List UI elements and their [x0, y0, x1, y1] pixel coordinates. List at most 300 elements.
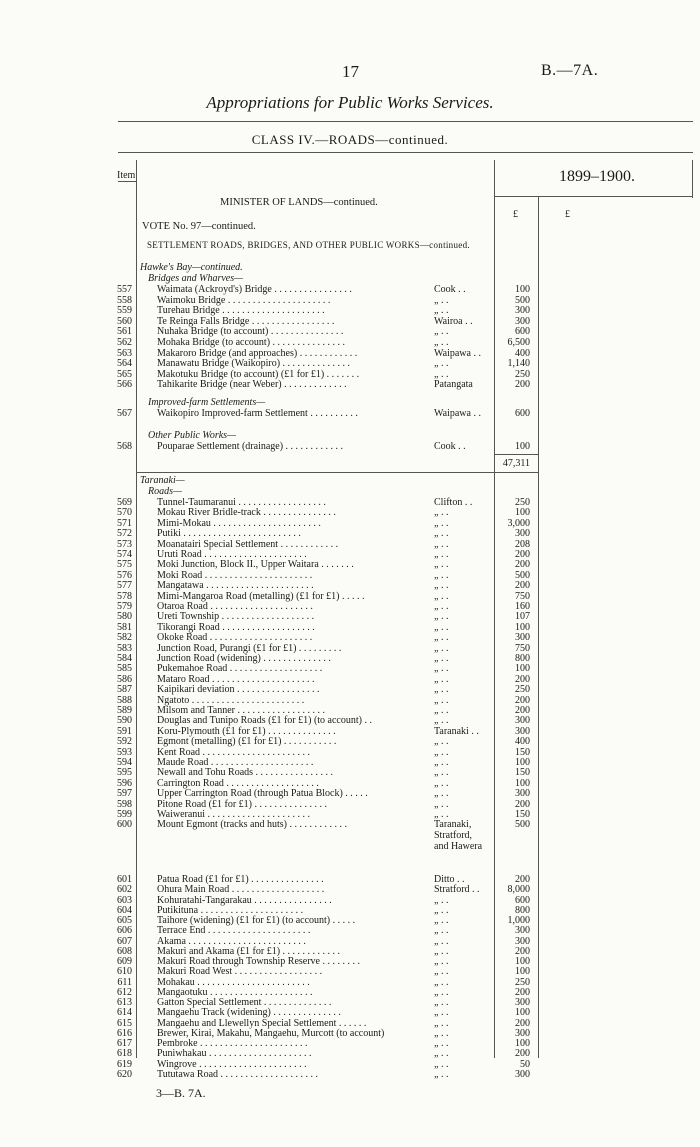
item-description: Kohuratahi-Tangarakau . . . . . . . . . . . . . . . . [157, 894, 332, 906]
item-number: 597 [117, 788, 132, 800]
item-description: Carrington Road . . . . . . . . . . . . . . . . . . . [157, 777, 319, 789]
item-number: 565 [117, 368, 132, 380]
item-number: 598 [117, 798, 132, 810]
table-row [0, 337, 700, 348]
table-row [0, 559, 700, 570]
table-row [0, 497, 700, 508]
item-number: 612 [117, 986, 132, 998]
item-description: Milsom and Tanner . . . . . . . . . . . . . . . . . . [157, 705, 325, 716]
item-location: „ . . [434, 326, 449, 338]
table-row [0, 379, 700, 390]
item-amount: 500 [515, 819, 530, 831]
item-description: Tututawa Road . . . . . . . . . . . . . . . . . . . . [157, 1068, 319, 1080]
item-location: „ . . [434, 528, 449, 540]
item-amount: 300 [515, 632, 530, 644]
table-row [0, 632, 700, 643]
table-row [0, 757, 700, 768]
table-row [0, 778, 700, 789]
item-number: 580 [117, 611, 132, 623]
item-location: Taranaki, [434, 819, 472, 831]
table-row [0, 348, 700, 359]
item-amount: 150 [515, 767, 530, 779]
item-amount: 300 [515, 925, 530, 937]
item-description: Pitone Road (£1 for £1) . . . . . . . . . . . . . . . [157, 798, 327, 810]
table-row [0, 611, 700, 622]
table-row [0, 358, 700, 369]
item-location: „ . . [434, 1068, 449, 1080]
item-location: Clifton . . [434, 497, 473, 508]
item-number: 561 [117, 326, 132, 338]
item-number: 618 [117, 1048, 132, 1060]
item-amount: 250 [515, 368, 530, 380]
item-description: Tikorangi Road . . . . . . . . . . . . . . . . . . . [157, 621, 315, 633]
item-description: Moki Road . . . . . . . . . . . . . . . . . . . . . . [157, 569, 313, 581]
item-amount: 1,000 [507, 915, 530, 926]
item-amount: 100 [515, 507, 530, 519]
item-description: Mohakau . . . . . . . . . . . . . . . . . . . . . . . [157, 976, 310, 988]
item-amount: 500 [515, 294, 530, 306]
table-row [0, 684, 700, 695]
item-location: „ . . [434, 601, 449, 612]
item-amount: 750 [515, 642, 530, 654]
page-footer-signature: 3—B. 7A. [156, 1086, 206, 1100]
item-description: Koru-Plymouth (£1 for £1) . . . . . . . . . . . . . . [157, 725, 336, 737]
table-row [0, 369, 700, 380]
item-amount: 8,000 [507, 884, 530, 896]
item-description: Tunnel-Taumaranui . . . . . . . . . . . . . . . . . . [157, 497, 326, 508]
item-number: 563 [117, 347, 132, 359]
item-amount: 300 [515, 1027, 530, 1039]
item-number: 579 [117, 601, 132, 612]
item-amount: 300 [515, 997, 530, 1008]
item-amount: 300 [515, 935, 530, 947]
table-row [0, 799, 700, 810]
item-amount: 1,140 [507, 358, 530, 370]
pound-unit-1: £ [513, 209, 518, 220]
item-description: Patua Road (£1 for £1) . . . . . . . . . . . . . . . [157, 874, 324, 885]
table-row [0, 284, 700, 295]
item-description: Ngatoto . . . . . . . . . . . . . . . . . . . . . . . [157, 694, 305, 706]
item-description: Waimoku Bridge . . . . . . . . . . . . . . . . . . . . . [157, 294, 331, 306]
item-amount: 200 [515, 1048, 530, 1060]
item-location: „ . . [434, 945, 449, 957]
item-amount: 100 [515, 284, 530, 295]
item-number: 602 [117, 884, 132, 896]
mount-egmont-location-cont-2: and Hawera [434, 841, 483, 852]
item-number: 586 [117, 673, 132, 685]
item-description: Uruti Road . . . . . . . . . . . . . . . . . . . . . [157, 549, 307, 560]
item-number: 581 [117, 621, 132, 633]
table-row [0, 580, 700, 591]
item-amount: 3,000 [507, 517, 530, 529]
item-location: „ . . [434, 788, 449, 800]
item-amount: 300 [515, 528, 530, 540]
item-description: Pembroke . . . . . . . . . . . . . . . . . . . . . . [157, 1038, 308, 1049]
item-amount: 600 [515, 326, 530, 338]
region-heading-taranaki: Taranaki— [140, 475, 185, 486]
item-location: „ . . [434, 684, 449, 696]
item-number: 589 [117, 705, 132, 716]
item-number: 613 [117, 997, 132, 1008]
document-reference: B.—7A. [541, 62, 599, 79]
item-description: Douglas and Tunipo Roads (£1 for £1) (to account) . . [157, 715, 372, 727]
item-description: Mangaehu Track (widening) . . . . . . . . . . . . . . [157, 1007, 341, 1019]
class-rule [118, 152, 693, 153]
item-amount: 100 [515, 966, 530, 978]
item-description: Egmont (metalling) (£1 for £1) . . . . . . . . . . . [157, 736, 337, 748]
table-row [0, 643, 700, 654]
item-number: 576 [117, 569, 132, 581]
page-title: Appropriations for Public Works Services. [206, 93, 494, 112]
item-amount: 200 [515, 694, 530, 706]
item-description: Pukemahoe Road . . . . . . . . . . . . . . . . . . . [157, 663, 323, 675]
item-description: Moki Junction, Block II., Upper Waitara . . . . . . . [157, 559, 354, 571]
item-location: Patangata [434, 379, 473, 391]
item-number: 571 [117, 517, 132, 529]
table-row [0, 715, 700, 726]
item-amount: 100 [515, 1038, 530, 1049]
item-description: Manawatu Bridge (Waikopiro) . . . . . . . . . . . . . . [157, 358, 351, 370]
item-number: 593 [117, 746, 132, 758]
item-amount: 50 [520, 1058, 530, 1070]
item-amount: 6,500 [507, 337, 530, 348]
item-description: Maude Road . . . . . . . . . . . . . . . . . . . . . [157, 757, 314, 768]
table-row [0, 736, 700, 747]
item-description: Mohaka Bridge (to account) . . . . . . . . . . . . . . . [157, 337, 346, 348]
item-header-rule [118, 181, 136, 182]
item-description: Pouparae Settlement (drainage) . . . . . . . . . . . . [157, 441, 344, 452]
item-number: 620 [117, 1068, 132, 1080]
item-amount: 800 [515, 904, 530, 916]
item-amount: 160 [515, 601, 530, 612]
item-amount: 300 [515, 788, 530, 800]
vote-heading: VOTE No. 97—continued. [142, 221, 256, 232]
item-location: „ . . [434, 777, 449, 789]
item-location: Wairoa . . [434, 315, 473, 327]
item-number: 574 [117, 549, 132, 560]
item-location: „ . . [434, 653, 449, 664]
item-number: 557 [117, 284, 132, 295]
item-amount: 400 [515, 736, 530, 748]
table-row [0, 747, 700, 758]
item-number: 619 [117, 1058, 132, 1070]
item-number: 587 [117, 684, 132, 696]
item-location: „ . . [434, 1058, 449, 1070]
item-amount: 100 [515, 441, 530, 452]
item-number: 573 [117, 538, 132, 550]
item-location: „ . . [434, 809, 449, 820]
item-description: Ohura Main Road . . . . . . . . . . . . . . . . . . . [157, 884, 325, 896]
item-amount: 300 [515, 305, 530, 317]
item-location: „ . . [434, 611, 449, 623]
item-number: 588 [117, 694, 132, 706]
item-location: „ . . [434, 507, 449, 519]
minister-heading: MINISTER OF LANDS—continued. [220, 197, 378, 208]
item-number: 608 [117, 945, 132, 957]
year-column-right-rule [692, 160, 693, 198]
item-amount: 150 [515, 746, 530, 758]
subheading-improved-farm: Improved-farm Settlements— [148, 397, 266, 408]
item-amount: 200 [515, 379, 530, 391]
item-number: 617 [117, 1038, 132, 1049]
item-location: „ . . [434, 517, 449, 529]
item-amount: 100 [515, 757, 530, 768]
item-amount: 200 [515, 945, 530, 957]
item-location: „ . . [434, 1007, 449, 1019]
item-number: 570 [117, 507, 132, 519]
item-location: Stratford . . [434, 884, 480, 896]
item-description: Mimi-Mangaroa Road (metalling) (£1 for £1) . . . . . [157, 590, 365, 602]
item-location: „ . . [434, 757, 449, 768]
item-location: „ . . [434, 705, 449, 716]
item-description: Okoke Road . . . . . . . . . . . . . . . . . . . . . [157, 632, 313, 644]
item-number: 585 [117, 663, 132, 675]
item-number: 592 [117, 736, 132, 748]
table-row [0, 653, 700, 664]
item-number: 582 [117, 632, 132, 644]
item-description: Kaipikari deviation . . . . . . . . . . . . . . . . . [157, 684, 320, 696]
item-description: Terrace End . . . . . . . . . . . . . . . . . . . . . [157, 925, 311, 937]
item-number: 559 [117, 305, 132, 317]
fiscal-year-header: 1899–1900. [559, 168, 635, 185]
item-description: Junction Road, Purangi (£1 for £1) . . . . . . . . . [157, 642, 342, 654]
item-location: „ . . [434, 368, 449, 380]
item-number: 596 [117, 777, 132, 789]
item-location: „ . . [434, 294, 449, 306]
item-location: „ . . [434, 632, 449, 644]
table-row [0, 809, 700, 820]
item-amount: 100 [515, 1007, 530, 1019]
item-number: 584 [117, 653, 132, 664]
item-amount: 250 [515, 497, 530, 508]
hawkes-bay-total: 47,311 [502, 458, 530, 469]
table-row [0, 788, 700, 799]
item-location: „ . . [434, 986, 449, 998]
page-number: 17 [342, 62, 359, 81]
item-location: „ . . [434, 580, 449, 592]
item-description: Gatton Special Settlement . . . . . . . . . . . . . . [157, 997, 332, 1008]
item-description: Makuri and Akama (£1 for £1) . . . . . . . . . . . . [157, 945, 341, 957]
table-row [0, 767, 700, 778]
item-location: „ . . [434, 997, 449, 1008]
item-description: Makaroro Bridge (and approaches) . . . . . . . . . . . . [157, 347, 358, 359]
item-amount: 100 [515, 956, 530, 967]
table-row [0, 663, 700, 674]
item-location: „ . . [434, 305, 449, 317]
item-description: Moanatairi Special Settlement . . . . . . . . . . . . [157, 538, 339, 550]
item-amount: 400 [515, 347, 530, 359]
item-amount: 600 [515, 408, 530, 419]
subheading-other-works: Other Public Works— [148, 430, 236, 441]
table-row [0, 507, 700, 518]
item-location: „ . . [434, 358, 449, 370]
item-description: Waimata (Ackroyd's) Bridge . . . . . . . . . . . . . . . . [157, 284, 352, 295]
item-amount: 200 [515, 549, 530, 560]
table-row [0, 674, 700, 685]
item-location: „ . . [434, 549, 449, 560]
item-location: „ . . [434, 746, 449, 758]
table-row [0, 326, 700, 337]
item-location: „ . . [434, 337, 449, 348]
subheading-bridges: Bridges and Wharves— [148, 273, 243, 284]
item-number: 575 [117, 559, 132, 571]
table-row [0, 316, 700, 327]
item-amount: 100 [515, 663, 530, 675]
table-row [0, 518, 700, 529]
item-amount: 100 [515, 777, 530, 789]
item-location: „ . . [434, 956, 449, 967]
item-description: Mataro Road . . . . . . . . . . . . . . . . . . . . . [157, 673, 315, 685]
item-location: „ . . [434, 935, 449, 947]
item-description: Kent Road . . . . . . . . . . . . . . . . . . . . . . [157, 746, 311, 758]
item-amount: 250 [515, 684, 530, 696]
table-row [0, 295, 700, 306]
item-description: Upper Carrington Road (through Patua Block) . . . . . [157, 788, 368, 800]
item-number: 577 [117, 580, 132, 592]
item-amount: 300 [515, 1068, 530, 1080]
item-location: „ . . [434, 1048, 449, 1060]
item-number: 616 [117, 1027, 132, 1039]
item-number: 615 [117, 1017, 132, 1029]
item-location: „ . . [434, 1027, 449, 1039]
item-description: Mangatawa . . . . . . . . . . . . . . . . . . . . . . [157, 580, 314, 592]
item-description: Wingrove . . . . . . . . . . . . . . . . . . . . . . [157, 1058, 307, 1070]
item-number: 567 [117, 408, 132, 419]
item-location: „ . . [434, 1038, 449, 1049]
item-location: „ . . [434, 715, 449, 727]
item-description: Mount Egmont (tracks and huts) . . . . . . . . . . . . [157, 819, 347, 831]
item-location: „ . . [434, 976, 449, 988]
item-description: Makotuku Bridge (to account) (£1 for £1) . . . . . . . [157, 368, 360, 380]
item-location: „ . . [434, 904, 449, 916]
subheading-roads: Roads— [148, 486, 182, 497]
item-number: 562 [117, 337, 132, 348]
item-location: „ . . [434, 538, 449, 550]
table-row [0, 549, 700, 560]
item-location: Ditto . . [434, 874, 465, 885]
item-description: Akama . . . . . . . . . . . . . . . . . . . . . . . . [157, 935, 306, 947]
item-number: 600 [117, 819, 132, 831]
item-amount: 200 [515, 559, 530, 571]
item-description: Tahikarite Bridge (near Weber) . . . . . . . . . . . . . [157, 379, 347, 391]
item-description: Te Reinga Falls Bridge . . . . . . . . . . . . . . . . . [157, 315, 335, 327]
item-description: Newall and Tohu Roads . . . . . . . . . . . . . . . . [157, 767, 334, 779]
item-amount: 200 [515, 580, 530, 592]
item-description: Otaroa Road . . . . . . . . . . . . . . . . . . . . . [157, 601, 313, 612]
item-number: 564 [117, 358, 132, 370]
item-number: 606 [117, 925, 132, 937]
item-amount: 200 [515, 874, 530, 885]
item-number: 591 [117, 725, 132, 737]
item-number: 594 [117, 757, 132, 768]
item-location: „ . . [434, 767, 449, 779]
item-number: 572 [117, 528, 132, 540]
item-description: Nuhaka Bridge (to account) . . . . . . . . . . . . . . . [157, 326, 344, 338]
class-heading: CLASS IV.—ROADS—continued. [251, 132, 449, 147]
item-location: „ . . [434, 798, 449, 810]
item-amount: 300 [515, 715, 530, 727]
item-description: Makuri Road West . . . . . . . . . . . . . . . . . . [157, 966, 323, 978]
table-row [0, 441, 700, 452]
item-number: 604 [117, 904, 132, 916]
item-description: Makuri Road through Township Reserve . . . . . . . . [157, 956, 360, 967]
item-number: 595 [117, 767, 132, 779]
item-amount: 150 [515, 809, 530, 820]
item-location: „ . . [434, 569, 449, 581]
item-amount: 208 [515, 538, 530, 550]
subtotal-rule-bottom [494, 472, 538, 473]
item-description: Turehau Bridge . . . . . . . . . . . . . . . . . . . . . [157, 305, 325, 317]
item-amount: 200 [515, 673, 530, 685]
table-row [0, 819, 700, 830]
item-description: Mokau River Bridle-track . . . . . . . . . . . . . . . [157, 507, 336, 519]
item-amount: 800 [515, 653, 530, 664]
item-amount: 200 [515, 705, 530, 716]
header-rule [118, 121, 693, 122]
item-location: Cook . . [434, 441, 466, 452]
item-location: „ . . [434, 559, 449, 571]
item-location: Waipawa . . [434, 408, 481, 419]
item-description: Putiki . . . . . . . . . . . . . . . . . . . . . . . . [157, 528, 301, 540]
item-number: 607 [117, 935, 132, 947]
item-location: „ . . [434, 663, 449, 675]
item-location: „ . . [434, 590, 449, 602]
region-heading-hawkes-bay: Hawke's Bay—continued. [140, 262, 243, 273]
item-number: 568 [117, 441, 132, 452]
table-row [0, 305, 700, 316]
item-amount: 600 [515, 894, 530, 906]
item-location: „ . . [434, 1017, 449, 1029]
item-number: 566 [117, 379, 132, 391]
item-description: Waikopiro Improved-farm Settlement . . . . . . . . . . [157, 408, 358, 419]
item-location: „ . . [434, 966, 449, 978]
table-row [0, 408, 700, 419]
item-number: 614 [117, 1007, 132, 1019]
table-row [0, 1069, 700, 1080]
table-row [0, 726, 700, 737]
item-description: Putikituna . . . . . . . . . . . . . . . . . . . . . [157, 904, 304, 916]
item-description: Waiweranui . . . . . . . . . . . . . . . . . . . . . [157, 809, 311, 820]
item-amount: 200 [515, 986, 530, 998]
item-number: 590 [117, 715, 132, 727]
item-location: „ . . [434, 894, 449, 906]
item-column-header: Item [117, 170, 136, 181]
region-divider [136, 472, 494, 473]
table-row [0, 539, 700, 550]
item-number: 583 [117, 642, 132, 654]
item-number: 578 [117, 590, 132, 602]
item-number: 610 [117, 966, 132, 978]
item-amount: 300 [515, 725, 530, 737]
settlement-heading: SETTLEMENT ROADS, BRIDGES, AND OTHER PUBLIC WORKS—continued. [147, 240, 470, 250]
item-amount: 300 [515, 315, 530, 327]
item-number: 603 [117, 894, 132, 906]
item-description: Taihore (widening) (£1 for £1) (to account) . . . . . [157, 915, 356, 926]
item-amount: 200 [515, 798, 530, 810]
item-description: Mangaehu and Llewellyn Special Settlement . . . . . . [157, 1017, 367, 1029]
item-amount: 750 [515, 590, 530, 602]
item-number: 558 [117, 294, 132, 306]
item-location: Taranaki . . [434, 725, 479, 737]
table-row [0, 695, 700, 706]
item-location: Cook . . [434, 284, 466, 295]
item-location: „ . . [434, 925, 449, 937]
item-description: Mimi-Mokau . . . . . . . . . . . . . . . . . . . . . . [157, 517, 321, 529]
item-amount: 100 [515, 621, 530, 633]
table-row [0, 622, 700, 633]
item-location: „ . . [434, 694, 449, 706]
item-location: „ . . [434, 642, 449, 654]
